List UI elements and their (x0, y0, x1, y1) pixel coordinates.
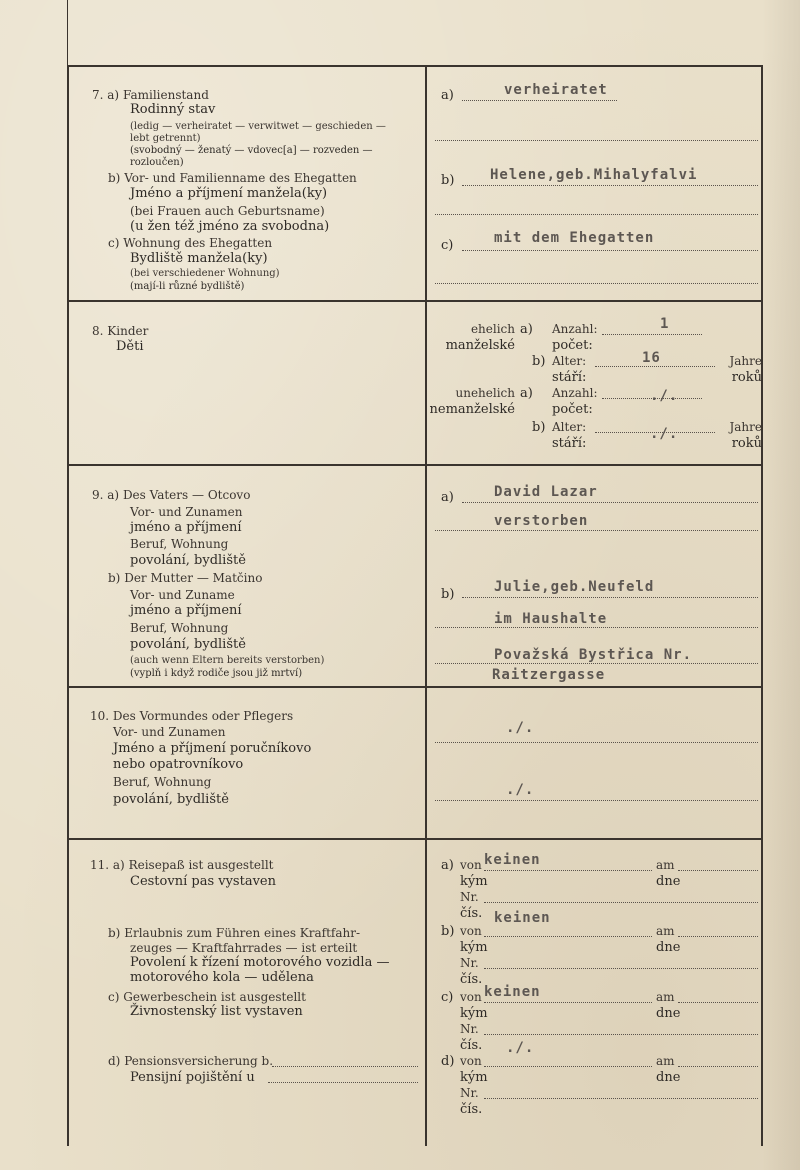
s9-mother-residence-3: Raitzergasse (492, 667, 606, 683)
s9-b-answer-line (462, 597, 758, 598)
s8-years-cz-1: roků (731, 370, 762, 385)
s8-illegit-cz: nemanželské (429, 402, 515, 417)
s11-rd-marker: d) (441, 1054, 455, 1069)
s11-rb-dne: dne (656, 940, 681, 955)
s7-c-note-de: (bei verschiedener Wohnung) (130, 268, 280, 279)
s11-rd-cis: čís. (460, 1102, 483, 1117)
s7-b-label-cz: Jméno a příjmení manžela(ky) (130, 186, 328, 201)
s11-rd-am: am (656, 1054, 675, 1068)
s9-a-job-de: Beruf, Wohnung (130, 537, 229, 551)
s11-rc-nr: Nr. (460, 1022, 479, 1036)
s11-b-label-de: b) Erlaubnis zum Führen eines Kraftfahr- (108, 926, 361, 940)
s7-b-extra-line (435, 214, 758, 215)
s10-answer-line-2 (435, 800, 758, 801)
s11-rb-answer: keinen (494, 910, 551, 926)
s8-count-de-2: Anzahl: (552, 386, 598, 400)
s8-age-cz-2: stáří: (552, 436, 587, 451)
s9-note-cz: (vyplň i když rodiče jsou již mrtví) (130, 668, 303, 679)
s11-ra-answer: keinen (484, 852, 541, 868)
s7-a-options-cz-2: rozloučen) (130, 157, 184, 168)
s11-rd-kym: kým (460, 1070, 488, 1085)
s11-rb-von: von (460, 924, 482, 938)
right-border (761, 66, 763, 1146)
s11-rd-answer: ./. (506, 1040, 535, 1056)
s11-ra-kym: kým (460, 874, 488, 889)
s7-a-options-cz: (svobodný — ženatý — vdovec[a] — rozveden — (130, 145, 373, 156)
s11-rc-von: von (460, 990, 482, 1004)
s11-ra-nr-line (484, 902, 758, 903)
s11-rb-am: am (656, 924, 675, 938)
s7-b-marker: b) (441, 173, 455, 188)
s11-rd-von: von (460, 1054, 482, 1068)
s7-b-answer: Helene,geb.Mihalyfalvi (490, 167, 698, 183)
s11-ra-marker: a) (441, 858, 454, 873)
s7-a-marker: a) (441, 88, 454, 103)
s11-b-label-cz-2: motorového kola — udělena (130, 970, 314, 985)
s9-father-name: David Lazar (494, 484, 598, 500)
s10-name-cz-2: nebo opatrovníkovo (113, 757, 244, 772)
s7-c-label-cz: Bydliště manžela(ky) (130, 251, 268, 266)
s11-d-label-line-2 (268, 1082, 418, 1083)
s11-ra-cis: čís. (460, 906, 483, 921)
s8-b1-marker: b) (532, 354, 546, 369)
s9-b-name-de: Vor- und Zuname (130, 588, 235, 602)
s9-b-answer-line-3 (435, 663, 758, 664)
s10-job-de: Beruf, Wohnung (113, 775, 212, 789)
s8-legit-cz: manželské (445, 338, 515, 353)
s11-a-label-de: 11. a) Reisepaß ist ausgestellt (90, 858, 274, 872)
s8-years-de-2: Jahre (729, 420, 762, 434)
s11-rd-nr: Nr. (460, 1086, 479, 1100)
s10-job-answer: ./. (506, 782, 535, 798)
s7-c-answer: mit dem Ehegatten (494, 230, 655, 246)
s10-answer-line-1 (435, 742, 758, 743)
section-8-top-rule (67, 300, 763, 302)
s10-label-de: 10. Des Vormundes oder Pflegers (90, 709, 294, 723)
s11-b-label-cz: Povolení k řízení motorového vozidla — (130, 955, 390, 970)
s8-years-cz-2: roků (731, 436, 762, 451)
s11-rb-nr: Nr. (460, 956, 479, 970)
s9-a-job-cz: povolání, bydliště (130, 553, 246, 568)
s9-father-status: verstorben (494, 513, 589, 529)
s9-a-father-label: 9. a) Des Vaters — Otcovo (92, 488, 251, 502)
s9-b-job-cz: povolání, bydliště (130, 637, 246, 652)
s7-b-note-de: (bei Frauen auch Geburtsname) (130, 204, 325, 218)
s11-rb-am-line (678, 936, 758, 937)
s7-a-label-cz: Rodinný stav (130, 102, 216, 117)
s8-illegit-count: ./. (650, 388, 679, 404)
s8-count-line-1 (602, 334, 702, 335)
s8-illegit-de: unehelich (455, 386, 515, 400)
s11-c-label-cz: Živnostenský list vystaven (130, 1004, 303, 1019)
s11-rd-dne: dne (656, 1070, 681, 1085)
s8-legit-de: ehelich (470, 322, 515, 336)
s9-b-mother-label: b) Der Mutter — Matčino (108, 571, 263, 585)
s11-ra-line (484, 870, 652, 871)
s7-c-label-de: c) Wohnung des Ehegatten (108, 236, 273, 250)
s9-b-answer-line-2 (435, 627, 758, 628)
s7-a-options-de-2: lebt getrennt) (130, 133, 201, 144)
s9-a-marker: a) (441, 490, 454, 505)
s11-rc-line (484, 1002, 652, 1003)
s9-mother-residence-2: Považská Bystřica Nr. (494, 647, 693, 663)
s11-d-label-line (272, 1066, 418, 1067)
s11-a-label-cz: Cestovní pas vystaven (130, 874, 276, 889)
s11-ra-nr: Nr. (460, 890, 479, 904)
s7-c-extra-line (435, 283, 758, 284)
s7-b-label-de: b) Vor- und Familienname des Ehegatten (108, 171, 357, 185)
s9-note-de: (auch wenn Eltern bereits verstorben) (130, 655, 325, 666)
s8-years-de-1: Jahre (729, 354, 762, 368)
s11-ra-dne: dne (656, 874, 681, 889)
s11-rc-marker: c) (441, 990, 454, 1005)
s11-rd-am-line (678, 1066, 758, 1067)
s11-rc-cis: čís. (460, 1038, 483, 1053)
s7-a-label-de: 7. a) Familienstand (92, 88, 209, 102)
s11-rb-kym: kým (460, 940, 488, 955)
s8-a2-marker: a) (520, 386, 533, 401)
s11-rc-am: am (656, 990, 675, 1004)
s11-rc-answer: keinen (484, 984, 541, 1000)
s11-rb-line (484, 936, 652, 937)
s8-legit-count: 1 (660, 316, 670, 332)
s11-ra-am-line (678, 870, 758, 871)
s8-illegit-age: ./. (650, 426, 679, 442)
s11-d-label-cz: Pensijní pojištění u (130, 1070, 255, 1085)
s11-ra-von: von (460, 858, 482, 872)
s8-count-cz-1: počet: (552, 338, 593, 353)
s9-a-name-cz: jméno a příjmení (130, 520, 242, 535)
s8-count-de-1: Anzahl: (552, 322, 598, 336)
s10-name-answer: ./. (506, 720, 535, 736)
s11-rc-nr-line (484, 1034, 758, 1035)
s11-b-label-de-2: zeuges — Kraftfahrrades — ist erteilt (130, 941, 358, 955)
s7-b-answer-line (462, 185, 758, 186)
left-border (67, 66, 69, 1146)
s11-rb-nr-line (484, 968, 758, 969)
s11-ra-am: am (656, 858, 675, 872)
s7-b-note-cz: (u žen též jméno za svobodna) (130, 219, 330, 234)
s8-label-de: 8. Kinder (92, 324, 149, 338)
s10-job-cz: povolání, bydliště (113, 792, 229, 807)
s11-d-label-de: d) Pensionsversicherung b. (108, 1054, 274, 1068)
s10-name-cz: Jméno a příjmení poručníkovo (113, 741, 312, 756)
s7-a-options-de: (ledig — verheiratet — verwitwet — geschieden — (130, 121, 386, 132)
s11-rd-line (484, 1066, 652, 1067)
s8-age-de-2: Alter: (552, 420, 587, 434)
s9-mother-residence-1: im Haushalte (494, 611, 608, 627)
s7-c-marker: c) (441, 238, 454, 253)
s9-a-answer-line-2 (435, 530, 758, 531)
s9-b-marker: b) (441, 587, 455, 602)
section-10-top-rule (67, 686, 763, 688)
s8-a1-marker: a) (520, 322, 533, 337)
page-edge-shadow (762, 0, 800, 1170)
s9-b-job-de: Beruf, Wohnung (130, 621, 229, 635)
s11-rc-am-line (678, 1002, 758, 1003)
s9-a-name-de: Vor- und Zunamen (130, 505, 243, 519)
s8-age-line-1 (595, 366, 715, 367)
s9-b-name-cz: jméno a příjmení (130, 603, 242, 618)
s7-a-answer: verheiratet (504, 82, 608, 98)
section-7-top-rule (67, 65, 763, 67)
s8-age-cz-1: stáří: (552, 370, 587, 385)
s9-mother-name: Julie,geb.Neufeld (494, 579, 655, 595)
s7-a-answer-line (462, 100, 617, 101)
s11-c-label-de: c) Gewerbeschein ist ausgestellt (108, 990, 306, 1004)
s11-rc-dne: dne (656, 1006, 681, 1021)
s8-count-cz-2: počet: (552, 402, 593, 417)
s7-c-answer-line (462, 250, 758, 251)
s7-c-note-cz: (mají-li různé bydliště) (130, 281, 245, 292)
left-margin-line (67, 0, 68, 66)
s8-age-de-1: Alter: (552, 354, 587, 368)
s11-rd-nr-line (484, 1098, 758, 1099)
s10-name-de: Vor- und Zunamen (113, 725, 226, 739)
s11-rb-marker: b) (441, 924, 455, 939)
s11-rc-kym: kým (460, 1006, 488, 1021)
s9-a-answer-line (462, 502, 758, 503)
section-9-top-rule (67, 464, 763, 466)
section-11-top-rule (67, 838, 763, 840)
s7-a-extra-line (435, 140, 758, 141)
s8-b2-marker: b) (532, 420, 546, 435)
s8-label-cz: Děti (116, 339, 144, 354)
column-divider (425, 66, 427, 1146)
s11-rb-cis: čís. (460, 972, 483, 987)
s8-legit-age: 16 (642, 350, 661, 366)
